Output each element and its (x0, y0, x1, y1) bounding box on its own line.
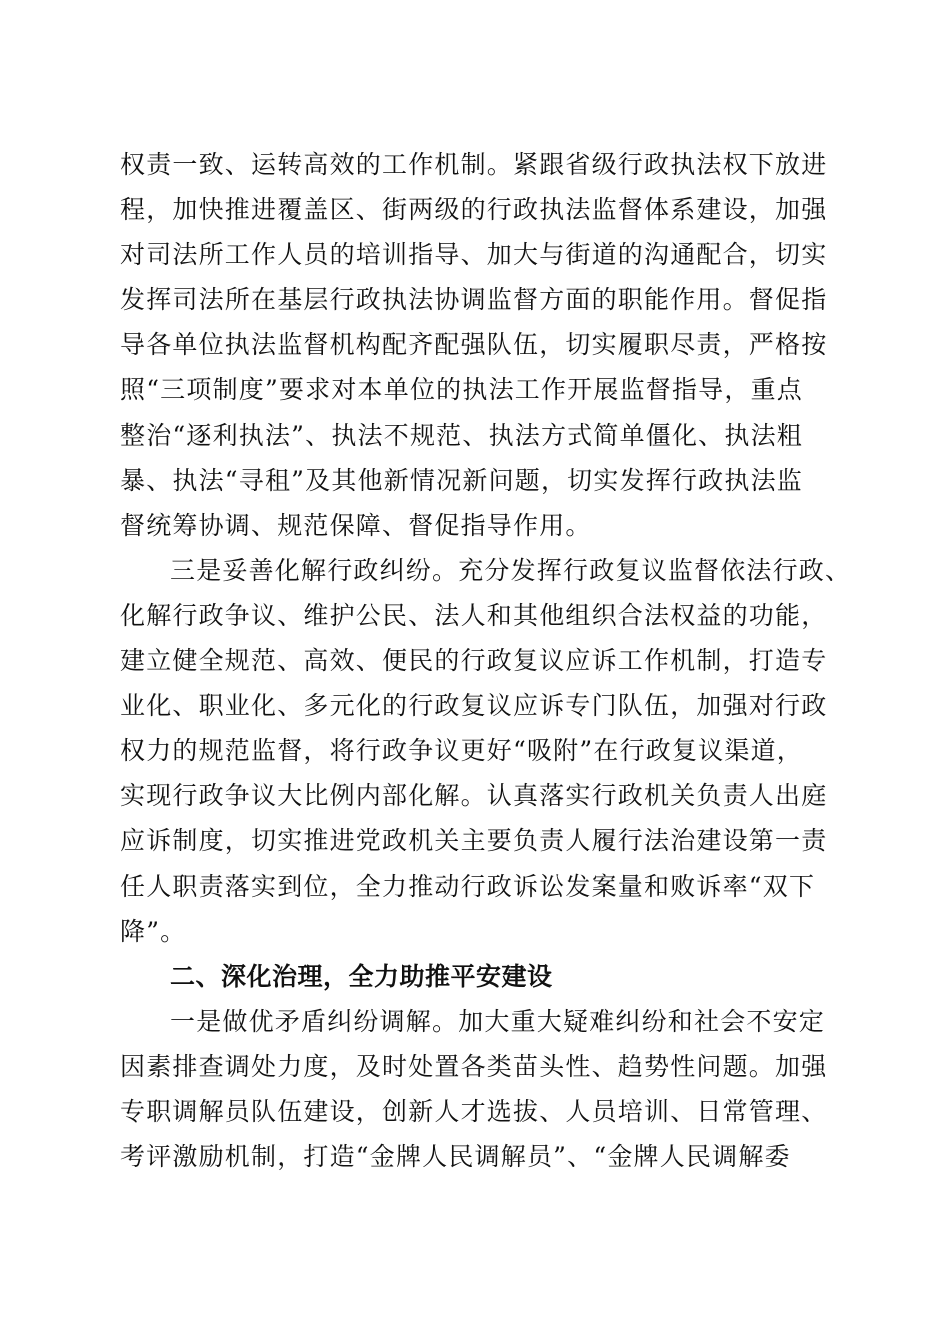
text-line: 专职调解员队伍建设，创新人才选拔、人员培训、日常管理、 (120, 1096, 828, 1126)
text-line: 照“三项制度”要求对本单位的执法工作开展监督指导，重点 (120, 375, 803, 405)
text-line: 对司法所工作人员的培训指导、加大与街道的沟通配合，切实 (120, 240, 828, 270)
text-line: 建立健全规范、高效、便民的行政复议应诉工作机制，打造专 (120, 646, 828, 676)
text-line: 暴、执法“寻租”及其他新情况新问题，切实发挥行政执法监 (120, 465, 803, 495)
text-line: 程，加快推进覆盖区、街两级的行政执法监督体系建设，加强 (120, 195, 828, 225)
text-line: 应诉制度，切实推进党政机关主要负责人履行法治建设第一责 (120, 826, 828, 856)
text-line: 考评激励机制，打造“金牌人民调解员”、“金牌人民调解委 (120, 1142, 791, 1172)
paragraph-start-line: 三是妥善化解行政纠纷。充分发挥行政复议监督依法行政、 (170, 555, 852, 585)
text-line: 因素排查调处力度，及时处置各类苗头性、趋势性问题。加强 (120, 1051, 828, 1081)
text-line: 降”。 (120, 916, 187, 946)
text-line: 发挥司法所在基层行政执法协调监督方面的职能作用。督促指 (120, 285, 828, 315)
text-line: 任人职责落实到位，全力推动行政诉讼发案量和败诉率“双下 (120, 871, 816, 901)
paragraph-start-line: 一是做优矛盾纠纷调解。加大重大疑难纠纷和社会不安定 (170, 1006, 826, 1036)
section-heading: 二、深化治理，全力助推平安建设 (170, 961, 553, 991)
text-line: 导各单位执法监督机构配齐配强队伍，切实履职尽责，严格按 (120, 330, 828, 360)
text-line: 整治“逐利执法”、执法不规范、执法方式简单僵化、执法粗 (120, 420, 803, 450)
text-line: 化解行政争议、维护公民、法人和其他组织合法权益的功能， (120, 600, 828, 630)
text-line: 实现行政争议大比例内部化解。认真落实行政机关负责人出庭 (120, 781, 828, 811)
text-line: 权责一致、运转高效的工作机制。紧跟省级行政执法权下放进 (120, 150, 828, 179)
text-line: 督统筹协调、规范保障、督促指导作用。 (120, 510, 592, 540)
document-body (120, 142, 852, 1179)
text-line: 权力的规范监督，将行政争议更好“吸附”在行政复议渠道， (120, 736, 803, 766)
text-line: 业化、职业化、多元化的行政复议应诉专门队伍，加强对行政 (120, 691, 828, 721)
